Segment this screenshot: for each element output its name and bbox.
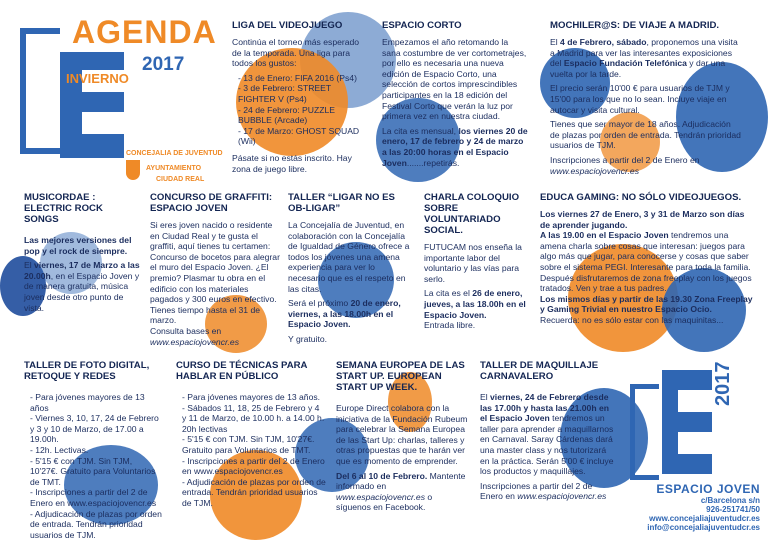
- list-item: - Sábados 11, 18, 25 de Febrero y 4 y 11 de Marzo, de 10.00 h. a 14.00 h. 20h lectivas: [182, 402, 325, 434]
- section-text: Tienes que ser mayor de 18 años. Adjudicación de plazas por orden de entrada. Tendrán prioridad usuarios de TJM.: [550, 119, 741, 151]
- footer-logo: [626, 361, 764, 480]
- section-espacio-corto: [382, 20, 528, 172]
- list-item: - Para jóvenes mayores de 13 años: [30, 392, 145, 413]
- section-text: La cita es mensual, los viernes 20 de enero, 17 de febrero y 24 de marzo a las 20:00 horas en el Espacio Joven.......repetirás.: [382, 125, 528, 168]
- section-text: Del 6 al 10 de Febrero. Mantente informado en www.espaciojovencr.es o síguenos en Facebook.: [336, 470, 466, 513]
- logo-year: 2017: [142, 54, 185, 75]
- section-text: Inscripciones a partir del 2 de Enero en www.espaciojovencr.es: [550, 154, 700, 176]
- section-charla-voluntariado: [424, 192, 528, 335]
- website-link[interactable]: www.espaciojovencr.es: [336, 491, 426, 502]
- section-text: Entrada libre.: [424, 320, 476, 331]
- section-title: EDUCA GAMING: NO SÓLO VIDEOJUEGOS.: [540, 192, 742, 203]
- section-text: La cita es el 26 de enero, jueves, a las 18.00h en el Espacio Joven.: [424, 288, 526, 320]
- section-text: Empezamos el año retomando la sana costumbre de ver cortometrajes, por ello es necesaria una nueva edición de Espacio Corto, una selección de cortos imprescindibles participantes en la 18 edición del Festival Corto que verán la luz por primera vez en nuestra ciudad.: [382, 37, 527, 122]
- game-list: [232, 73, 368, 147]
- list-item: - 24 de Febrero: PUZZLE BUBBLE (Arcade): [238, 104, 335, 126]
- section-text: El viernes, 24 de Febrero desde las 17.00h y hasta las 21.00h en el Espacio Joven tendremos un taller para aprender a maquillarnos en Carnaval. Saray Cárdenas dará una master class y nos tutorizará en la práctica. Serán 5'00 € incluye los productos y maquillajes.: [480, 392, 614, 477]
- footer-e-cut: [678, 390, 712, 412]
- footer-website-link[interactable]: www.concejaliajuventudcr.es: [649, 514, 760, 523]
- section-title: TALLER “LIGAR NO ES OB-LIGAR”: [288, 192, 395, 214]
- section-text: La Concejalía de Juventud, en colaboración con la Concejalía de Igualdad de Género ofrece a todos los jóvenes una amena experiencia para ver lo necesario que es el respeto en las citas.: [288, 220, 410, 294]
- section-taller-maquillaje: [480, 360, 614, 506]
- list-item: - Inscripciones a partir del 2 de Enero en www.espaciojovencr.es: [30, 487, 157, 508]
- footer-e-cut: [678, 432, 712, 454]
- website-link[interactable]: www.espaciojovencr.es: [150, 336, 240, 347]
- section-title: CONCURSO DE GRAFFITI: ESPACIO JOVEN: [150, 192, 273, 214]
- section-liga-videojuego: [232, 20, 368, 178]
- section-title: MUSICORDAE : ELECTRIC ROCK SONGS: [24, 192, 103, 225]
- logo-season: INVIERNO: [66, 71, 129, 86]
- list-item: - 17 de Marzo: GHOST SQUAD (Wii): [238, 125, 360, 147]
- section-text: Los viernes 27 de Enero, 3 y 31 de Marzo son días de aprender jugando.: [540, 209, 745, 230]
- logo-org-line1: CONCEJALIA DE JUVENTUD: [126, 150, 223, 157]
- logo-big-e: [60, 52, 124, 158]
- section-text: FUTUCAM nos enseña la importante labor del voluntario y las vías para serlo.: [424, 242, 522, 284]
- section-text: Las mejores versiones del pop y el rock de siempre.: [24, 235, 132, 256]
- logo-big-e-cut: [82, 112, 124, 134]
- section-text: Si eres joven nacido o residente en Ciudad Real y te gusta el graffiti, aquí tienes tu certamen: Concurso de bocetos para alegrar el muro del Espacio Joven. ¿El premio? Plasmar tu obra en el edificio con los materiales pagados y 300 euros en efectivo. Tienes tiempo hasta el 31 de marzo.: [150, 220, 280, 326]
- footer-contact: [647, 482, 760, 532]
- section-taller-foto: [24, 360, 162, 540]
- details-list: [24, 392, 162, 540]
- section-title: CURSO DE TÉCNICAS PARA HABLAR EN PÚBLICO: [176, 360, 308, 382]
- logo-title: AGENDA: [72, 14, 217, 50]
- section-text: El precio serán 10'00 € para usuarios de TJM y 15'00 para los que no lo sean. Incluye viaje en autocar y visita cultural.: [550, 83, 730, 115]
- footer-email-link[interactable]: info@concejaliajuventudcr.es: [647, 523, 760, 532]
- list-item: - 5'15 € con TJM. Sin TJM, 10'27€. Gratuito para Voluntarios de TMT.: [182, 434, 315, 455]
- section-title: TALLER DE MAQUILLAJE CARNAVALERO: [480, 360, 599, 382]
- list-item: - 13 de Enero: FIFA 2016 (Ps4): [238, 72, 357, 83]
- coat-of-arms-icon: [126, 160, 140, 180]
- section-text: Pásate si no estás inscrito. Hay zona de juego libre.: [232, 152, 352, 174]
- section-taller-ligar: [288, 192, 414, 349]
- section-text: El viernes, 17 de Marzo a las 20.00h, en el Espacio Joven y de manera gratuita, música joven desde otro punto de vista.: [24, 260, 140, 313]
- section-text: Inscripciones a partir del 2 de Enero en www.espaciojovencr.es: [480, 480, 607, 502]
- section-text: Recuerda: no es sólo estar con las maquinitas...: [540, 314, 724, 325]
- footer-phone: 926-251741/50: [706, 505, 760, 514]
- agenda-logo: [10, 8, 232, 198]
- section-title: MOCHILER@S: DE VIAJE A MADRID.: [550, 20, 720, 31]
- section-startup-week: [336, 360, 468, 517]
- website-link[interactable]: www.espaciojovencr.es: [517, 491, 607, 502]
- website-link[interactable]: www.espaciojovencr.es: [550, 165, 640, 176]
- section-text: Los mismos días y partir de las 19.30 Zona Freeplay y Gaming Trivial en nuestro Espacio Ocio.: [540, 293, 753, 315]
- list-item: - 12h. Lectivas.: [30, 444, 89, 455]
- section-educa-gaming: [540, 192, 754, 330]
- section-curso-tecnicas: [176, 360, 326, 509]
- section-title: LIGA DEL VIDEOJUEGO: [232, 20, 343, 31]
- footer-address: c/Barcelona s/n: [700, 496, 760, 505]
- list-item: - Adjudicación de plazas por orden de entrada. Tendrán prioridad usuarios de TJM.: [182, 476, 326, 508]
- section-text: Continúa el torneo más esperado de la temporada. Una liga para todos los gustos:: [232, 37, 360, 69]
- list-item: - 3 de Febrero: STREET FIGHTER V (Ps4): [238, 83, 331, 104]
- section-text: A las 19.00 en el Espacio Joven tendremos una amena charla sobre cosas que interesan: juegos para algo más que jugar, para conocerse y cosas que saber sobre el sistema PEGI. Interesante para toda la familia. Después disfrutaremos de zona freeplay con los juegos tratados. Ven y trae a tus padres.: [540, 230, 752, 294]
- section-mochileros: [550, 20, 742, 180]
- list-item: - Viernes 3, 10, 17, 24 de Febrero y 3 y 10 de Marzo, de 17.00 a 19.00h.: [30, 413, 159, 445]
- section-text: Europe Direct colabora con la iniciativa de la Fundación Rubeum para celebrar la Semana Europea de las Start Up: charlas, talleres y otras propuestas que te harán ver que es momento de emprender.: [336, 403, 468, 466]
- section-title: CHARLA COLOQUIO SOBRE VOLUNTARIADO SOCIAL.: [424, 192, 520, 236]
- section-title: ESPACIO CORTO: [382, 20, 462, 31]
- footer-year: 2017: [712, 361, 734, 406]
- section-musicordae: [24, 192, 140, 317]
- list-item: - Para jóvenes mayores de 13 años.: [182, 392, 321, 402]
- section-text: El 4 de Febrero, sábado, proponemos una visita a Madrid para ver las interesantes exposiciones del Espacio Fundación Telefónica y dar una vuelta por la tarde.: [550, 37, 738, 79]
- list-item: - Inscripciones a partir del 2 de Enero en www.espaciojovencr.es: [182, 455, 325, 477]
- footer-big-e: [662, 370, 712, 474]
- section-text: Consulta bases en www.espaciojovencr.es: [150, 325, 240, 347]
- list-item: - 5'15 € con TJM. Sin TJM, 10'27€. Gratuito para Voluntarios de TMT.: [30, 455, 156, 487]
- list-item: - Adjudicación de plazas por orden de entrada. Tendrán prioridad usuarios de TJM.: [30, 508, 162, 540]
- logo-org-line3: CIUDAD REAL: [156, 176, 205, 183]
- section-text: Y gratuito.: [288, 333, 328, 344]
- details-list: [176, 392, 326, 509]
- footer-e-back: [630, 384, 659, 480]
- footer-name: ESPACIO JOVEN: [656, 482, 760, 496]
- section-text: Será el próximo 20 de enero, viernes, a las 18.00h en el Espacio Joven.: [288, 298, 401, 330]
- logo-big-e-back: [20, 28, 60, 154]
- section-title: TALLER DE FOTO DIGITAL, RETOQUE Y REDES: [24, 360, 150, 382]
- logo-org-line2: AYUNTAMIENTO: [146, 165, 202, 172]
- section-graffiti: [150, 192, 280, 351]
- section-title: SEMANA EUROPEA DE LAS START UP. EUROPEAN START UP WEEK.: [336, 360, 465, 393]
